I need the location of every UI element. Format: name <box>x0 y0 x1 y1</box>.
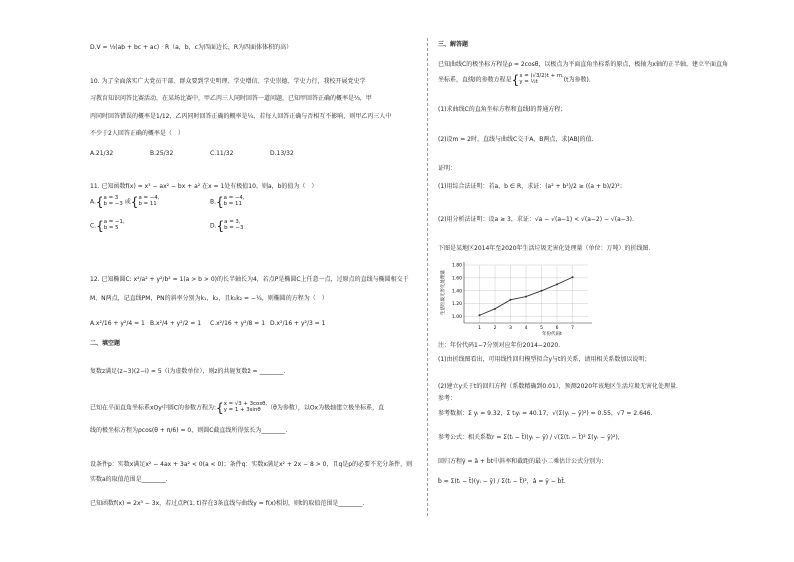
waste-line-chart <box>438 257 598 337</box>
q10-text-line1: 10. 为了全面落实广大党员干部、群众要到学史明理、学史增信、学史崇德、学史力行，我校开展党史学 <box>90 78 366 85</box>
q10-text-line4: 不少于2人回答正确的概率是（ ） <box>90 130 184 137</box>
q12-text-line1: 12. 已知椭圆C: x²/a² + y²/b² = 1(a > b > 0)的长半轴长为4，若点P是椭圆C上任意一点，过原点的直线与椭圆相交于 <box>90 276 409 283</box>
chart-y-tick-label: 1.20 <box>451 302 462 308</box>
q12-option-d: D.x²/16 + y²/3 = 1 <box>270 320 326 327</box>
q11-option-b: B.{a = −4, b = 11 <box>210 195 245 209</box>
s3-q1: (1)由折线图看出，可用线性回归模型拟合y与t的关系，请用相关系数加以说明； <box>438 356 651 363</box>
chart-x-tick-label: 2 <box>493 326 497 331</box>
chart-point <box>572 276 574 278</box>
chart-x-axis-label: 年份代码t <box>542 332 562 337</box>
s3-reference: 参考： <box>438 395 457 402</box>
s1-q2: (2)设m = 2时，直线与曲线C交于A，B两点，求|AB|的值. <box>438 136 594 143</box>
fill-q4: 已知函数f(x) = 2x³ − 3x，若过点P(1, t)存在3条直线与曲线y = f(x)相切，则t的取值范围是________. <box>90 500 365 507</box>
q10-text-line2: 习教育知识问答比赛活动，在某场比赛中，甲乙丙三人同时回答一道问题，已知甲回答正确的概率是⅔，甲 <box>90 95 372 102</box>
fill-q2-line1: 已知在平面直角坐标系xOy中圆C的参数方程为:{x = √3 + 3cosθ, y = 1 + 3sinθ （θ为参数），以Ox为极轴建立极坐标系，直 <box>90 401 385 415</box>
q12-option-b: B.x²/4 + y²/2 = 1 <box>150 320 202 327</box>
chart-y-ticks <box>452 263 462 321</box>
q12-option-c: C.x²/16 + y²/8 = 1 <box>210 320 266 327</box>
q10-option-a: A.21/32 <box>90 150 114 157</box>
q11-option-d: D.{a = 3, b = −3 <box>210 219 244 233</box>
q11-text: 11. 已知函数f(x) = x³ − ax² − bx + a² 在x = 1处有极值10，则a，b的值为（ ） <box>90 183 318 190</box>
fill-q2-line2: 线的极坐标方程为ρcos(θ + π/6) = 0，则圆C截直线所得弦长为________. <box>90 427 288 434</box>
s2-q1: (1)用综合法证明：若a，b ∈ R，求证：(a² + b²)/2 ≥ ((a + b)/2)²； <box>438 183 626 190</box>
s1-text-line2: 坐标系，直线l的参数方程是{x = (√3/2)t + m, y = ½t (t为参数). <box>438 73 591 87</box>
s3-regression: 回归方程ŷ = â + b̂t中斜率和截距的最小二乘估计公式分别为： <box>438 458 608 465</box>
chart-point <box>556 283 558 285</box>
section-fill-in-title: 二、填空题 <box>90 340 121 347</box>
chart-point <box>525 296 527 298</box>
chart-y-tick-label: 1.00 <box>451 315 462 321</box>
s2-q2: (2)用分析法证明：设a ≥ 3，求证：√a − √(a−1) < √(a−2) − √(a−3). <box>438 216 634 223</box>
s3-intro: 下图是某地区2014年至2020年生活垃圾无害化处理量（单位：万吨）的折线图. <box>438 245 651 252</box>
q10-option-c: C.11/32 <box>210 150 234 157</box>
column-divider <box>427 38 428 516</box>
s1-q1: (1)求曲线C的直角坐标方程和直线l的普通方程； <box>438 106 567 113</box>
s3-note: 注：年份代码1−7分别对应年份2014−2020. <box>438 342 561 349</box>
chart-x-tick-label: 5 <box>540 326 543 331</box>
chart-x-tick-label: 6 <box>555 326 559 331</box>
s3-b-formula: b̂ = Σ(tᵢ − t̄)(yᵢ − ȳ) / Σ(tᵢ − t̄)²，â = ȳ − b̂t̄. <box>438 478 566 485</box>
chart-x-ticks <box>478 325 574 331</box>
chart-y-tick-label: 1.40 <box>451 289 462 295</box>
q12-option-a: A.x²/16 + y²/4 = 1 <box>90 320 145 327</box>
chart-x-tick-label: 4 <box>524 326 528 331</box>
s3-data: 参考数据：Σ yᵢ = 9.32，Σ tᵢyᵢ = 40.17，√(Σ(yᵢ − ȳ)²) = 0.55，√7 = 2.646. <box>438 410 653 417</box>
chart-point <box>541 290 543 292</box>
s3-q2: (2)建立y关于t的回归方程（系数精确到0.01），预测2020年该地区生活垃圾无害化处理量. <box>438 383 678 390</box>
chart-x-tick-label: 1 <box>478 326 481 331</box>
q11-option-c: C.{a = −1, b = 5 <box>90 219 125 233</box>
fill-q3-line2: 实数a的取值范围是________. <box>90 476 168 483</box>
s3-formula: 参考公式：相关系数r = Σ(tᵢ − t̄)(yᵢ − ȳ) / √(Σ(tᵢ − t̄)² Σ(yᵢ − ȳ)²)， <box>438 434 624 441</box>
chart-point <box>510 299 512 301</box>
section-answer-title: 三、解答题 <box>438 41 469 48</box>
q12-text-line2: M、N两点，记直线PM，PN的斜率分别为k₁，k₂，且k₁k₂ = −¼，则椭圆的方程为（ ） <box>90 295 328 302</box>
fill-q3-line1: 设条件p：实数x满足x² − 4ax + 3a² < 0(a < 0)；条件q：实数x满足x² + 2x − 8 > 0，且q是p的必要不充分条件，则 <box>90 461 413 468</box>
chart-y-axis-label: 生活垃圾无害化处理量 <box>441 270 446 315</box>
q10-text-line3: 丙同时回答错误的概率是1/12，乙丙同时回答正确的概率是¼，若每人回答正确与否相互不影响，则甲乙丙三人中 <box>90 113 392 120</box>
q10-option-b: B.25/32 <box>150 150 174 157</box>
chart-y-tick-label: 1.80 <box>451 263 462 269</box>
s1-text-line1: 已知曲线C的极坐标方程是ρ = 2cosθ，以极点为平面直角坐标系的原点，极轴为x轴的正半轴，建立平面直角 <box>438 61 728 68</box>
chart-x-tick-label: 3 <box>509 326 512 331</box>
chart-y-tick-label: 1.60 <box>451 276 462 282</box>
q9-option-d: D.V = ⅓(ab + bc + ac) · R（a，b，c为四面边长，R为四面体体积的高） <box>90 44 293 51</box>
chart-point <box>479 314 481 316</box>
q11-option-a: A.{a = 3 b = −3 或{a = −4, b = 11 <box>90 195 160 209</box>
fill-q1: 复数z满足(z−3)(2−i) = 5（i为虚数单位），则z的共轭复数z̄ = ________. <box>90 368 286 375</box>
chart-point <box>494 308 496 310</box>
chart-x-tick-label: 7 <box>571 326 574 331</box>
q10-option-d: D.13/32 <box>270 150 294 157</box>
s2-heading: 证明： <box>438 165 457 172</box>
